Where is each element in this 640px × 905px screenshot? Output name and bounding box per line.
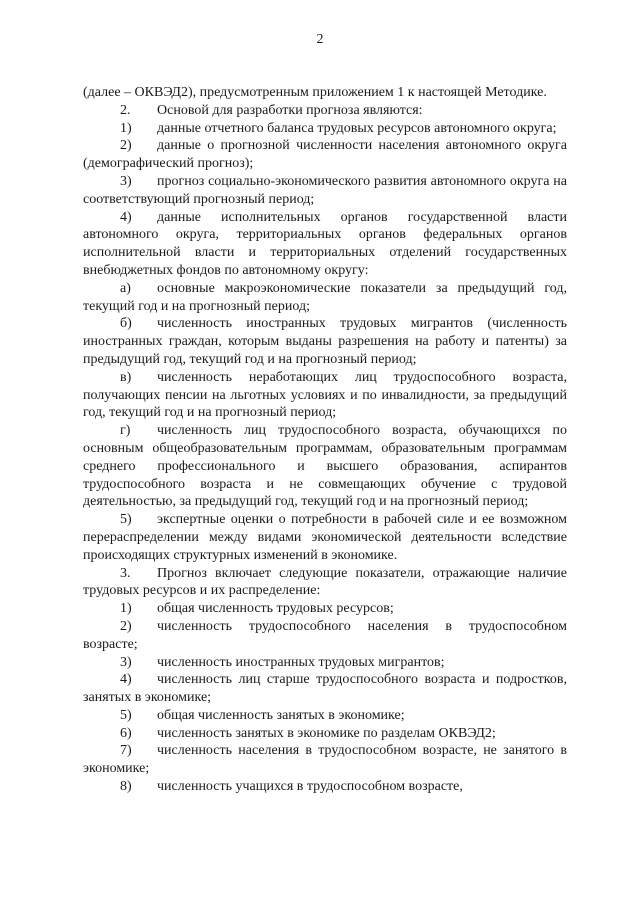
paragraph-subitem-b	[83, 315, 567, 368]
paragraph-item-3	[83, 565, 567, 601]
document-body	[83, 84, 567, 796]
paragraph-marker: 3)	[120, 654, 132, 670]
paragraph-item-2	[83, 102, 567, 120]
paragraph-marker: 2.	[120, 102, 131, 118]
paragraph-subitem-3	[83, 173, 567, 209]
paragraph-subitem-5	[83, 511, 567, 564]
paragraph-indicator-5	[83, 707, 567, 725]
paragraph-text: основные макроэкономические показатели за предыдущий год, текущий год и на прогнозный период;	[83, 280, 567, 314]
paragraph-marker: 4)	[120, 209, 132, 225]
paragraph-text: численность учащихся в трудоспособном возрасте,	[157, 779, 463, 795]
paragraph-okved-continuation	[83, 84, 567, 102]
paragraph-marker: 3)	[120, 173, 132, 189]
paragraph-indicator-6	[83, 725, 567, 743]
paragraph-text: численность занятых в экономике по разделам ОКВЭД2;	[157, 725, 496, 741]
paragraph-text: численность иностранных трудовых мигрантов;	[157, 654, 445, 670]
paragraph-text: экспертные оценки о потребности в рабочей силе и ее возможном перераспределении между видами экономической деятельности вследствие происходящих структурных изменений в экономике.	[83, 512, 567, 563]
paragraph-text: численность трудоспособного населения в трудоспособном возрасте;	[83, 618, 567, 652]
paragraph-text: численность населения в трудоспособном возрасте, не занятого в экономике;	[83, 743, 567, 777]
paragraph-text: численность неработающих лиц трудоспособного возраста, получающих пенсии на льготных условиях и по инвалидности, за предыдущий год, текущий год и на прогнозный период;	[83, 369, 567, 421]
paragraph-subitem-g	[83, 422, 567, 511]
paragraph-marker: в)	[120, 369, 132, 385]
paragraph-indicator-3	[83, 654, 567, 672]
paragraph-text: прогноз социально-экономического развития автономного округа на соответствующий прогнозный период;	[83, 173, 567, 207]
paragraph-text: (далее – ОКВЭД2), предусмотренным приложением 1 к настоящей Методике.	[83, 85, 547, 100]
paragraph-marker: 7)	[120, 743, 132, 759]
paragraph-marker: 2)	[120, 138, 132, 154]
paragraph-subitem-a	[83, 280, 567, 316]
paragraph-marker: 5)	[120, 512, 132, 528]
paragraph-marker: 5)	[120, 707, 132, 723]
paragraph-text: численность иностранных трудовых мигрантов (численность иностранных граждан, которым выданы разрешения на работу и патенты) за предыдущий год, текущий год и на прогнозный период;	[83, 316, 567, 367]
paragraph-subitem-4	[83, 209, 567, 280]
paragraph-marker: г)	[120, 423, 131, 439]
paragraph-marker: 1)	[120, 120, 132, 136]
paragraph-indicator-8	[83, 778, 567, 796]
paragraph-indicator-1	[83, 600, 567, 618]
paragraph-marker: 3.	[120, 565, 131, 581]
paragraph-marker: а)	[120, 280, 131, 296]
paragraph-subitem-2	[83, 137, 567, 173]
paragraph-indicator-2	[83, 618, 567, 654]
paragraph-subitem-v	[83, 369, 567, 422]
paragraph-marker: б)	[120, 316, 132, 332]
paragraph-text: Прогноз включает следующие показатели, отражающие наличие трудовых ресурсов и их распределение:	[83, 565, 567, 599]
paragraph-text: данные отчетного баланса трудовых ресурсов автономного округа;	[157, 120, 557, 136]
paragraph-marker: 6)	[120, 725, 132, 741]
page-number: 2	[316, 32, 324, 47]
paragraph-marker: 1)	[120, 601, 132, 617]
paragraph-text: данные исполнительных органов государственной власти автономного округа, территориальных органов федеральных органов исполнительной власти и территориальных отделений государственных внебюджетных фондов по автономному округу:	[83, 209, 567, 278]
paragraph-text: общая численность трудовых ресурсов;	[157, 601, 394, 617]
paragraph-text: данные о прогнозной численности населения автономного округа (демографический прогноз);	[83, 138, 567, 172]
paragraph-text: численность лиц трудоспособного возраста, обучающихся по основным общеобразовательным программам, образовательным программам среднего профессионального и высшего образования, аспирантов трудоспособного возраста и не совмещающих обучение с трудовой деятельностью, за предыдущий год, текущий год и на прогнозный период;	[83, 423, 567, 510]
paragraph-text: численность лиц старше трудоспособного возраста и подростков, занятых в экономике;	[83, 672, 567, 706]
paragraph-marker: 8)	[120, 779, 132, 795]
paragraph-indicator-7	[83, 742, 567, 778]
paragraph-text: Основой для разработки прогноза являются:	[157, 102, 423, 118]
paragraph-marker: 2)	[120, 618, 132, 634]
paragraph-indicator-4	[83, 671, 567, 707]
paragraph-text: общая численность занятых в экономике;	[157, 707, 405, 723]
paragraph-subitem-1	[83, 120, 567, 138]
paragraph-marker: 4)	[120, 672, 132, 688]
